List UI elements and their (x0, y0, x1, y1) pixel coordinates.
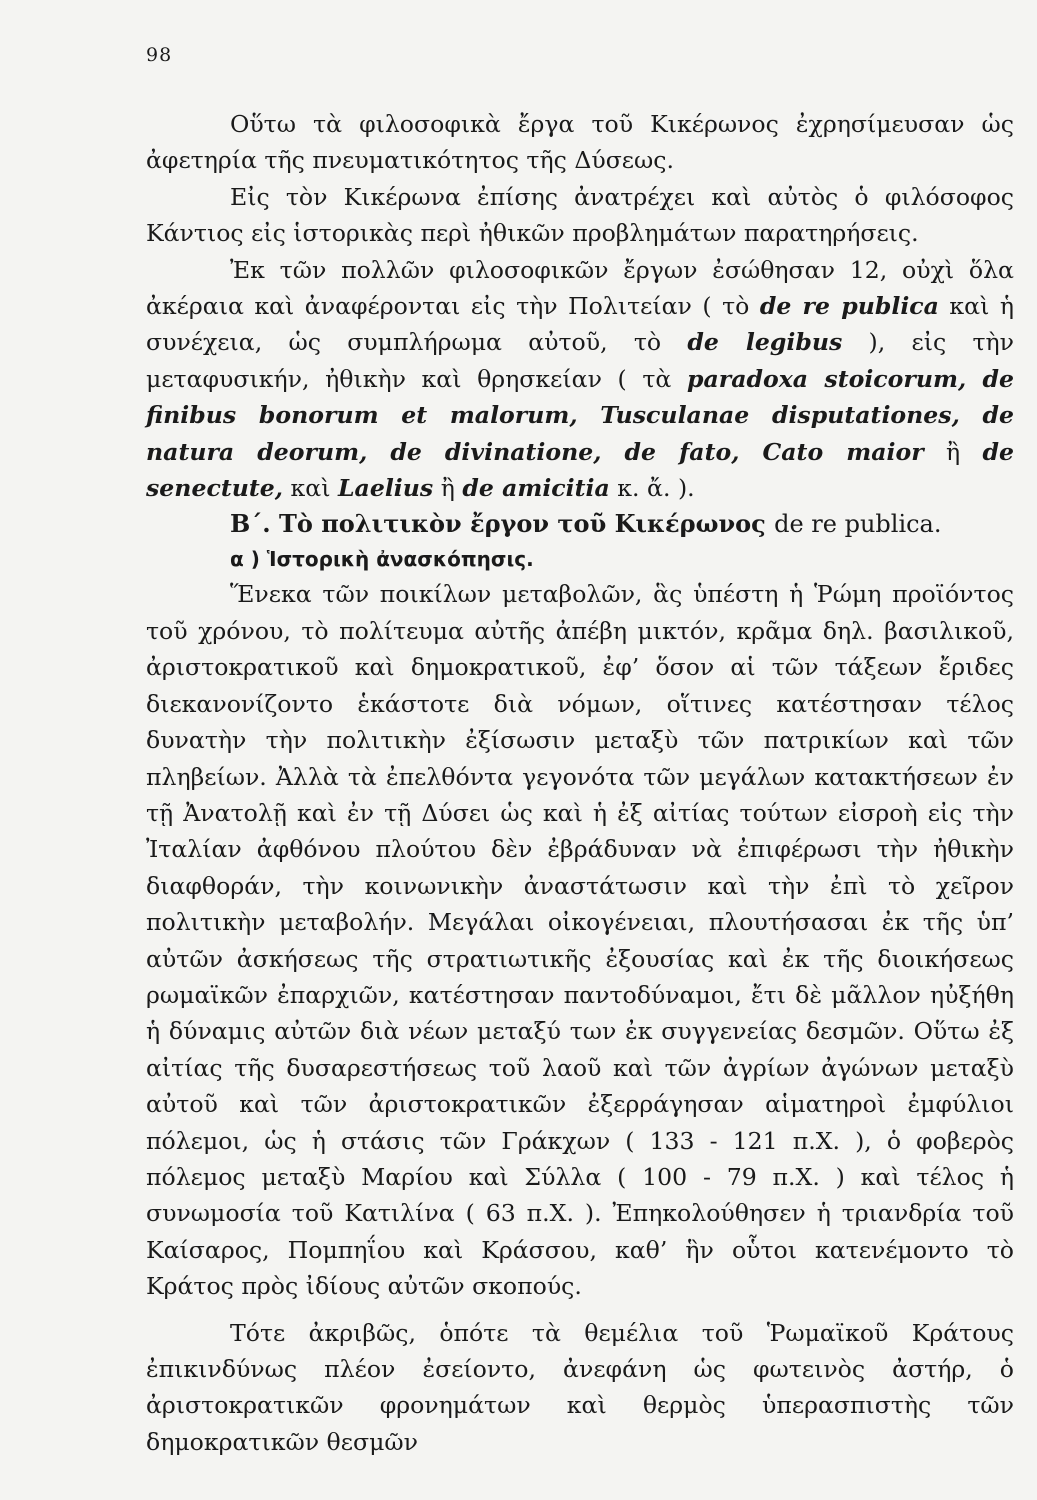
latin-title: de re publica (759, 292, 939, 321)
text-run: καὶ (283, 474, 338, 503)
paragraph-1: Οὕτω τὰ φιλοσοφικὰ ἔργα τοῦ Κικέρωνος ἐχρησίμευσαν ὡς ἀφετηρία τῆς πνευματικότητος τῆς Δύσεως. (146, 110, 1014, 175)
page-number: 98 (146, 44, 173, 66)
latin-title: Laelius (337, 474, 434, 503)
paragraph-2: Εἰς τὸν Κικέρωνα ἐπίσης ἀνατρέχει καὶ αὐτὸς ὁ φιλόσοφος Κάντιος εἰς ἱστορικὰς περὶ ἠθικῶν προβλημάτων παρατηρήσεις. (146, 182, 1014, 248)
body-text (146, 106, 1014, 1460)
paragraph-3 (146, 252, 1014, 507)
text-run: ), εἰς τὴν μεταφυσικήν, ἠθικὴν καὶ θρησκείαν ( τὰ (146, 328, 1014, 393)
latin-title: de legibus (687, 328, 843, 357)
text-run: καὶ ἡ συνέχεια, ὡς συμπλήρωμα αὐτοῦ, τὸ (146, 292, 1014, 357)
text-run: ἢ (923, 437, 983, 466)
text-run: ἢ (433, 474, 463, 503)
latin-title: de senectute, (146, 437, 1014, 503)
section-heading-latin: de re publica. (774, 510, 942, 539)
latin-title: paradoxa stoicorum, de finibus bonorum et malorum, Tusculanae disputationes, de natura deorum, de divinatione, de fato, Cato maior (146, 364, 1015, 466)
latin-title: de amicitia (462, 474, 610, 503)
section-heading-greek: Β΄. Τὸ πολιτικὸν ἔργον τοῦ Κικέρωνος (230, 509, 766, 539)
text-run: Ἐκ τῶν πολλῶν φιλοσοφικῶν ἔργων ἐσώθησαν 12, οὐχὶ ὅλα ἀκέραια καὶ ἀναφέρονται εἰς τὴν Πολιτείαν ( τὸ (146, 255, 1014, 321)
paragraph-4: Ἕνεκα τῶν ποικίλων μεταβολῶν, ἃς ὑπέστη ἡ Ῥώμη προϊόντος τοῦ χρόνου, τὸ πολίτευμα αὐτῆς ἀπέβη μικτόν, κρᾶμα δηλ. βασιλικοῦ, ἀριστοκρατικοῦ καὶ δημοκρατικοῦ, ἐφ’ ὅσον αἱ τῶν τάξεων ἔριδες διεκανονίζοντο ἑκάστοτε διὰ νόμων, οἵτινες κατέστησαν τέλος δυνατὴν τὴν πολιτικὴν ἐξίσωσιν μεταξὺ τῶν πατρικίων καὶ τῶν πληβείων. Ἀλλὰ τὰ ἐπελθόντα γεγονότα τῶν μεγάλων κατακτήσεων ἐν τῇ Ἀνατολῇ καὶ ἐν τῇ Δύσει ὡς καὶ ἡ ἐξ αἰτίας τούτων εἰσροὴ εἰς τὴν Ἰταλίαν ἀφθόνου πλούτου δὲν ἐβράδυναν νὰ ἐπιφέρωσι τὴν ἠθικὴν διαφθοράν, τὴν κοινωνικὴν ἀναστάτωσιν καὶ τὴν ἐπὶ τὸ χεῖρον πολιτικὴν μεταβολήν. Μεγάλαι οἰκογένειαι, πλουτήσασαι ἐκ τῆς ὑπ’ αὐτῶν ἀσκήσεως τῆς στρατιωτικῆς ἐξουσίας καὶ ἐκ τῆς διοικήσεως ρωμαϊκῶν ἐπαρχιῶν, κατέστησαν παντοδύναμοι, ἔτι δὲ μᾶλλον ηὐξήθη ἡ δύναμις αὐτῶν διὰ νέων μεταξύ των ἐκ συγγενείας δεσμῶν. Οὕτω ἐξ αἰτίας τῆς δυσαρεστήσεως τοῦ λαοῦ καὶ τῶν ἀγρίων ἀγώνων μεταξὺ αὐτοῦ καὶ τῶν ἀριστοκρατικῶν ἐξερράγησαν αἱματηροὶ ἐμφύλιοι πόλεμοι, ὡς ἡ στάσις τῶν Γράκχων ( 133 - 121 π.Χ. ), ὁ φοβερὸς πόλεμος μεταξὺ Μαρίου καὶ Σύλλα ( 100 - 79 π.Χ. ) καὶ τέλος ἡ συνωμοσία τοῦ Κατιλίνα ( 63 π.Χ. ). Ἐπηκολούθησεν ἡ τριανδρία τοῦ Καίσαρος, Πομπηΐου καὶ Κράσσου, καθ’ ἣν οὗτοι κατενέμοντο τὸ Κράτος πρὸς ἰδίους αὐτῶν σκοπούς. (146, 580, 1014, 1301)
section-heading (146, 506, 1014, 542)
subsection-heading: α ) Ἱστορικὴ ἀνασκόπησις. (230, 547, 534, 572)
paragraph-5: Τότε ἀκριβῶς, ὁπότε τὰ θεμέλια τοῦ Ῥωμαϊκοῦ Κράτους ἐπικινδύνως πλέον ἐσείοντο, ἀνεφάνη ὡς φωτεινὸς ἀστήρ, ὁ ἀριστοκρατικῶν φρονημάτων καὶ θερμὸς ὑπερασπιστὴς τῶν δημοκρατικῶν θεσμῶν (146, 1318, 1014, 1456)
text-run: κ. ἄ. ). (609, 474, 695, 503)
